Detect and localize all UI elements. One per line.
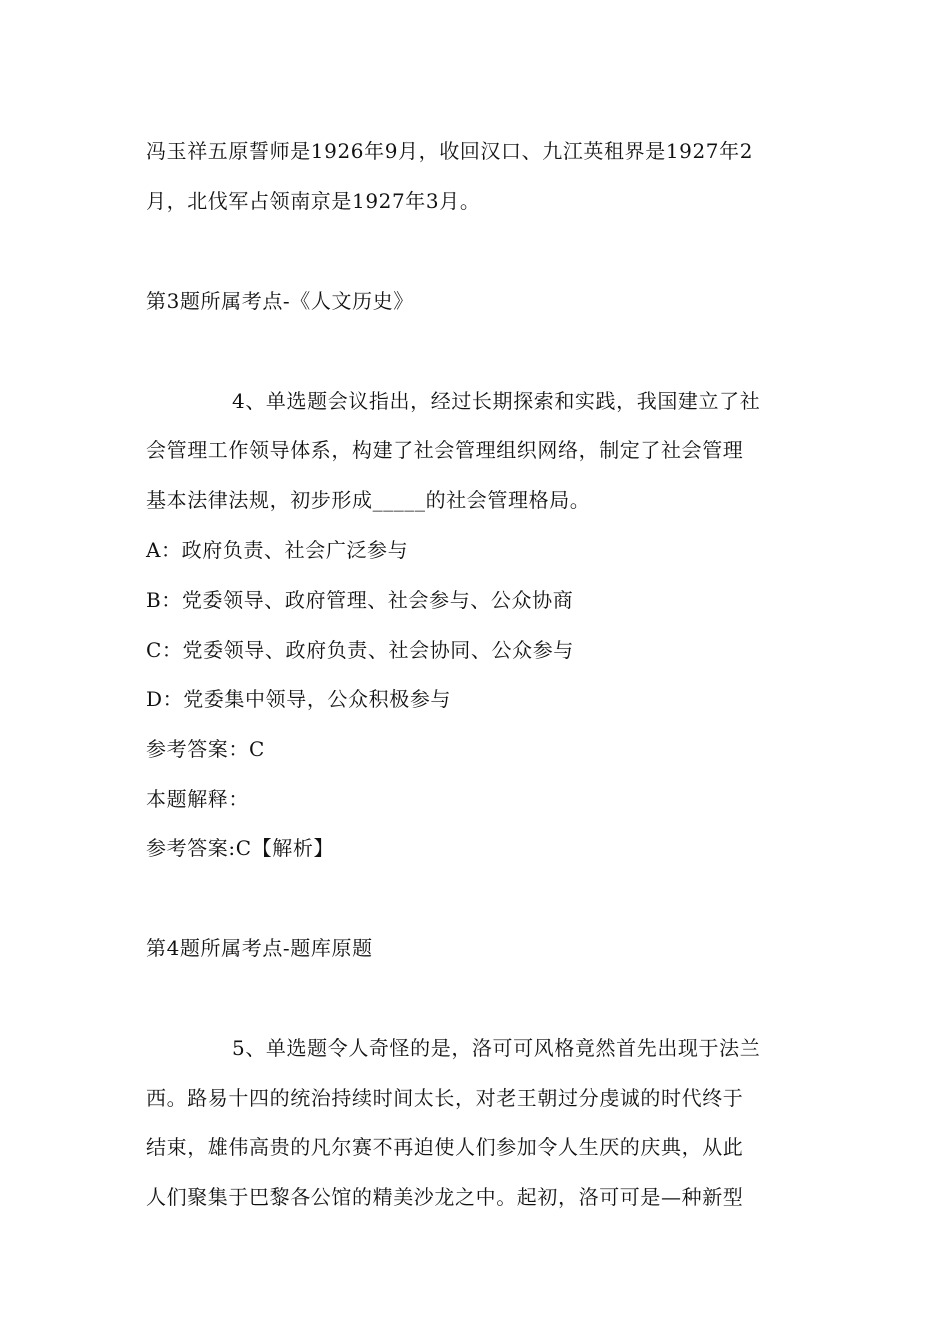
q4-explanation-text: 参考答案:C【解析】 [146,836,335,860]
q5-stem-line-3: 结束，雄伟高贵的凡尔赛不再迫使人们参加令人生厌的庆典，从此 [146,1135,744,1159]
q4-stem-line-2: 会管理工作领导体系，构建了社会管理组织网络，制定了社会管理 [146,438,744,462]
q3-explanation-line-2: 月，北伐军占领南京是1927年3月。 [146,189,481,213]
q4-answer: 参考答案：C [146,737,265,761]
q4-option-d: D：党委集中领导，公众积极参与 [146,687,452,711]
q3-topic: 第3题所属考点-《人文历史》 [146,289,414,313]
q5-stem-line-1: 5、单选题令人奇怪的是，洛可可风格竟然首先出现于法兰 [232,1036,761,1060]
q4-topic: 第4题所属考点-题库原题 [146,936,373,960]
q4-option-a: A：政府负责、社会广泛参与 [146,538,409,562]
q4-stem-line-3: 基本法律法规，初步形成_____的社会管理格局。 [146,488,591,512]
q4-explanation-label: 本题解释： [146,787,249,811]
q5-stem-line-4: 人们聚集于巴黎各公馆的精美沙龙之中。起初，洛可可是—种新型 [146,1185,744,1209]
q4-stem-line-1: 4、单选题会议指出，经过长期探索和实践，我国建立了社 [232,389,761,413]
q4-option-b: B：党委领导、政府管理、社会参与、公众协商 [146,588,574,612]
q5-stem-line-2: 西。路易十四的统治持续时间太长，对老王朝过分虔诚的时代终于 [146,1086,744,1110]
q3-explanation-line-1: 冯玉祥五原誓师是1926年9月，收回汉口、九江英租界是1927年2 [146,139,754,163]
q4-option-c: C：党委领导、政府负责、社会协同、公众参与 [146,638,574,662]
